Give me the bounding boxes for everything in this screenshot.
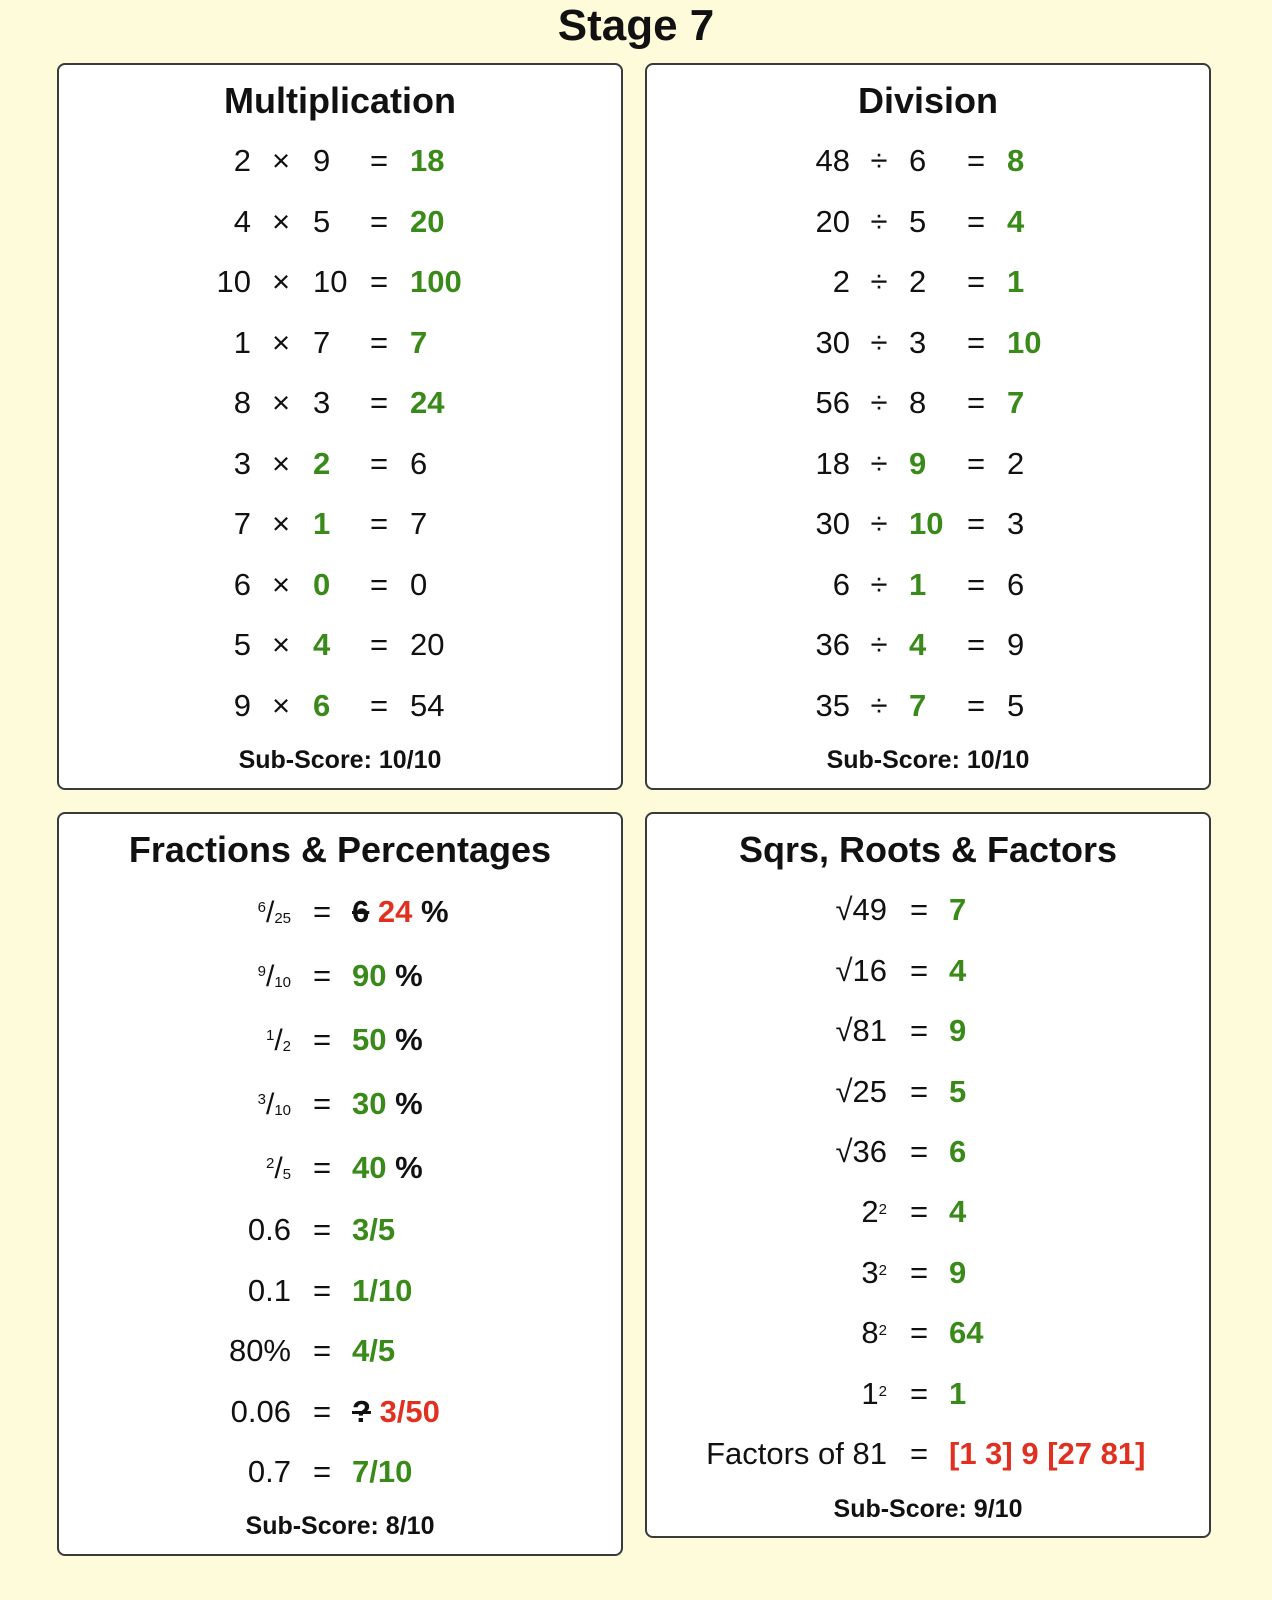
result: 18: [410, 143, 445, 178]
radicand: 16: [852, 952, 887, 988]
equals-sign: =: [312, 1272, 332, 1308]
square-root-expression: [787, 1132, 887, 1172]
equation-row: [59, 262, 621, 302]
square-root-expression: [787, 951, 887, 991]
fraction-denominator: 2: [282, 1038, 291, 1055]
result: 1: [1007, 264, 1025, 299]
operator-symbol: ÷: [870, 687, 888, 723]
answer-value: 9: [949, 1013, 967, 1048]
equals-sign: =: [909, 1194, 929, 1229]
answer: [352, 956, 423, 996]
square-row: [647, 1313, 1209, 1353]
equals-sign: =: [312, 894, 332, 929]
answer-value: 3/5: [352, 1212, 396, 1247]
decimal-row: [59, 1331, 621, 1371]
answer-value: 90: [352, 958, 387, 993]
square-root-row: [647, 1132, 1209, 1172]
equals-sign: =: [966, 203, 986, 239]
square-row: [647, 1253, 1209, 1293]
crossed-out-answer: ?: [352, 1393, 371, 1429]
result: 6: [1007, 566, 1025, 602]
equals-sign: =: [369, 143, 389, 178]
equals-sign: =: [312, 1022, 332, 1057]
fraction-slash: /: [265, 896, 275, 929]
operand-b: 10: [909, 506, 944, 541]
equals-sign: =: [369, 506, 389, 541]
equals-sign: =: [369, 385, 389, 420]
equals-sign: =: [909, 952, 929, 988]
result: 7: [1007, 385, 1025, 420]
equation-row: [647, 504, 1209, 544]
fraction-slash: /: [265, 1088, 275, 1121]
factors-label: Factors of 81: [706, 1436, 887, 1471]
operator-symbol: ×: [271, 687, 291, 723]
result: 10: [1007, 324, 1042, 360]
answer-value: 50: [352, 1022, 387, 1057]
operand-b: 5: [909, 203, 927, 239]
operator-symbol: ÷: [870, 143, 888, 178]
operand-a: 56: [815, 385, 850, 420]
equals-sign: =: [966, 687, 986, 723]
operand-b: 4: [909, 627, 927, 662]
result: 7: [410, 506, 428, 541]
operand-b: 6: [313, 687, 331, 723]
operand-b: 7: [313, 324, 331, 360]
operator-symbol: ÷: [870, 264, 888, 299]
percent-sign: %: [395, 1150, 423, 1185]
result: 6: [410, 445, 428, 481]
card-title: Sqrs, Roots & Factors: [738, 829, 1118, 870]
equation-row: [647, 262, 1209, 302]
answer-value: 1/10: [352, 1272, 413, 1308]
square-row: [647, 1374, 1209, 1414]
equation-row: [59, 504, 621, 544]
operand-b: 0: [313, 566, 331, 602]
answer: [352, 1271, 412, 1311]
equals-sign: =: [966, 627, 986, 662]
equals-sign: =: [369, 264, 389, 299]
operand-b: 3: [313, 385, 331, 420]
answer-value: 4: [949, 1194, 967, 1229]
operand-b: 2: [313, 445, 331, 481]
square-expression: [787, 1313, 887, 1353]
decimal-row: [59, 1452, 621, 1492]
fraction-numerator: 6: [257, 899, 266, 916]
result: 7: [410, 324, 428, 360]
answer-value: 30: [352, 1086, 387, 1121]
square-root-symbol: √: [835, 892, 853, 927]
operator-symbol: ÷: [870, 627, 888, 662]
fraction-denominator: 5: [282, 1166, 291, 1183]
equals-sign: =: [909, 1315, 929, 1350]
operand-a: 8: [233, 385, 251, 420]
equation-row: [59, 686, 621, 726]
equals-sign: =: [909, 1134, 929, 1169]
card-title: Division: [857, 80, 999, 121]
fraction-row: [59, 1084, 621, 1124]
equals-sign: =: [369, 687, 389, 723]
square-root-row: [647, 890, 1209, 930]
operand-b: 9: [909, 445, 927, 481]
operator-symbol: ×: [271, 627, 291, 662]
decimal-row: [59, 1210, 621, 1250]
operand-a: 6: [832, 566, 850, 602]
square-expression: [787, 1374, 887, 1414]
card-title: Fractions & Percentages: [128, 829, 552, 870]
fraction: [159, 1084, 291, 1125]
equals-sign: =: [312, 1393, 332, 1429]
result: 24: [410, 385, 445, 420]
fraction-numerator: 2: [265, 1155, 275, 1172]
answer-value: 40: [352, 1150, 387, 1185]
operator-symbol: ÷: [870, 566, 888, 602]
division-card: [645, 63, 1211, 790]
result: 20: [410, 627, 445, 662]
radicand: 49: [852, 892, 887, 927]
fraction: [159, 892, 291, 933]
equation-row: [647, 323, 1209, 363]
operand-b: 2: [909, 264, 927, 299]
sqrs-roots-factors-card: [645, 812, 1211, 1538]
equals-sign: =: [369, 203, 389, 239]
square-root-symbol: √: [835, 1073, 853, 1109]
operand-a: 30: [815, 506, 850, 541]
decimal-row: [59, 1271, 621, 1311]
fraction-slash: /: [265, 960, 275, 993]
card-title: Multiplication: [224, 80, 456, 121]
result: 2: [1007, 445, 1025, 481]
equation-row: [647, 444, 1209, 484]
answer-value: 7/10: [352, 1454, 413, 1489]
operand-a: 48: [815, 143, 850, 178]
equals-sign: =: [909, 1375, 929, 1411]
exponent: 2: [878, 1201, 887, 1218]
answer-value: 1: [949, 1375, 967, 1411]
equation-row: [59, 141, 621, 181]
radicand: 36: [852, 1134, 887, 1169]
exponent: 2: [878, 1322, 887, 1339]
operand-a: 9: [233, 687, 251, 723]
square-root-expression: [787, 890, 887, 930]
fractions-card: [57, 812, 623, 1556]
operator-symbol: ×: [271, 445, 291, 481]
operand-a: 2: [832, 264, 850, 299]
equals-sign: =: [369, 566, 389, 602]
operator-symbol: ×: [271, 264, 291, 299]
equals-sign: =: [909, 892, 929, 927]
equals-sign: =: [312, 1212, 332, 1247]
operator-symbol: ×: [271, 203, 291, 239]
result: 5: [1007, 687, 1025, 723]
operand-a: 1: [233, 324, 251, 360]
square-expression: [787, 1192, 887, 1232]
answer: [352, 1331, 395, 1371]
equals-sign: =: [312, 1333, 332, 1368]
operand-a: 4: [233, 203, 251, 239]
equals-sign: =: [369, 324, 389, 360]
equation-row: [59, 323, 621, 363]
operand-b: 9: [313, 143, 331, 178]
percent-sign: %: [395, 958, 423, 993]
fraction-row: [59, 956, 621, 996]
fraction-numerator: 9: [257, 963, 266, 980]
equation-row: [59, 444, 621, 484]
fraction-slash: /: [274, 1152, 283, 1185]
percent-sign: %: [395, 1022, 423, 1057]
decimal-value: 0.1: [247, 1272, 291, 1308]
answer: [352, 1084, 423, 1124]
fraction: [159, 1148, 291, 1189]
result: 9: [1007, 627, 1025, 662]
equals-sign: =: [909, 1436, 929, 1471]
operand-a: 10: [216, 264, 251, 299]
sub-score: Sub-Score: 9/10: [833, 1495, 1023, 1523]
fraction-slash: /: [274, 1024, 283, 1057]
page-title: Stage 7: [557, 1, 715, 50]
answer-value: 64: [949, 1315, 984, 1350]
operator-symbol: ÷: [870, 385, 888, 420]
operator-symbol: ÷: [870, 324, 888, 360]
equals-sign: =: [312, 1086, 332, 1121]
answer: [352, 1392, 440, 1432]
fraction-numerator: 3: [257, 1091, 266, 1108]
equals-sign: =: [966, 445, 986, 481]
answer: [352, 892, 449, 932]
equals-sign: =: [909, 1254, 929, 1290]
equals-sign: =: [966, 566, 986, 602]
operator-symbol: ×: [271, 566, 291, 602]
operand-b: 3: [909, 324, 927, 360]
operand-a: 5: [233, 627, 251, 662]
equals-sign: =: [369, 445, 389, 481]
base: 1: [861, 1375, 879, 1411]
operator-symbol: ÷: [870, 445, 888, 481]
equation-row: [647, 686, 1209, 726]
operator-symbol: ×: [271, 324, 291, 360]
operand-a: 35: [815, 687, 850, 723]
equation-row: [59, 565, 621, 605]
fraction-row: [59, 1020, 621, 1060]
square-root-expression: [787, 1072, 887, 1112]
equals-sign: =: [966, 324, 986, 360]
equals-sign: =: [909, 1013, 929, 1048]
operand-a: 30: [815, 324, 850, 360]
square-root-row: [647, 1011, 1209, 1051]
answer-value: 9: [949, 1254, 967, 1290]
operator-symbol: ÷: [870, 506, 888, 541]
operand-a: 20: [815, 203, 850, 239]
equation-row: [647, 625, 1209, 665]
sub-score: Sub-Score: 10/10: [238, 746, 442, 774]
operand-b: 7: [909, 687, 927, 723]
square-root-symbol: √: [835, 1134, 853, 1169]
equals-sign: =: [966, 143, 986, 178]
result: 0: [410, 566, 428, 602]
equation-row: [647, 565, 1209, 605]
result: 100: [410, 264, 462, 299]
equation-row: [59, 625, 621, 665]
exponent: 2: [878, 1382, 887, 1400]
decimal-value: 80%: [228, 1333, 291, 1368]
answer-value: 24: [377, 894, 413, 929]
decimal-value: 0.6: [247, 1212, 291, 1247]
operator-symbol: ×: [271, 506, 291, 541]
decimal-row: [59, 1392, 621, 1432]
operand-b: 5: [313, 203, 331, 239]
operand-b: 8: [909, 385, 927, 420]
radicand: 25: [852, 1073, 887, 1109]
square-root-expression: [787, 1011, 887, 1051]
percent-sign: %: [395, 1086, 423, 1121]
answer-value: 5: [949, 1073, 967, 1109]
fraction-denominator: 10: [274, 1102, 291, 1119]
answer: [352, 1148, 423, 1188]
equation-row: [59, 383, 621, 423]
square-root-row: [647, 1072, 1209, 1112]
equals-sign: =: [966, 264, 986, 299]
sub-score: Sub-Score: 10/10: [826, 746, 1030, 774]
equals-sign: =: [966, 506, 986, 541]
square-root-row: [647, 951, 1209, 991]
result: 8: [1007, 143, 1025, 178]
operand-b: 10: [313, 264, 348, 299]
answer-value: 4: [949, 952, 967, 988]
operand-a: 3: [233, 445, 251, 481]
result: 20: [410, 203, 445, 239]
fraction-denominator: 10: [274, 974, 291, 991]
answer-value: 4/5: [352, 1333, 396, 1368]
base: 2: [861, 1194, 879, 1229]
operand-a: 6: [233, 566, 251, 602]
operand-b: 6: [909, 143, 927, 178]
square-root-symbol: √: [835, 952, 853, 988]
equals-sign: =: [312, 1454, 332, 1489]
fraction-denominator: 25: [274, 910, 291, 927]
equals-sign: =: [909, 1073, 929, 1109]
result: 54: [410, 687, 445, 723]
square-row: [647, 1192, 1209, 1232]
multiplication-card: [57, 63, 623, 790]
fraction-row: [59, 892, 621, 932]
factors-answer: [1 3] 9 [27 81]: [949, 1436, 1146, 1471]
answer-value: 6: [949, 1134, 967, 1169]
percent-sign: %: [420, 894, 449, 929]
square-expression: [787, 1253, 887, 1293]
operand-b: 1: [313, 506, 331, 541]
result: 3: [1007, 506, 1025, 541]
answer: [352, 1452, 412, 1492]
fraction: [159, 956, 291, 997]
exponent: 2: [878, 1261, 887, 1279]
decimal-value: 0.06: [230, 1393, 291, 1429]
square-root-symbol: √: [835, 1013, 853, 1048]
fraction: [159, 1020, 291, 1061]
operand-a: 7: [233, 506, 251, 541]
fraction-numerator: 1: [265, 1027, 275, 1044]
decimal-value: 0.7: [247, 1454, 291, 1489]
answer-value: 3/50: [379, 1393, 440, 1429]
operator-symbol: ×: [271, 385, 291, 420]
operand-a: 18: [815, 445, 850, 481]
operator-symbol: ×: [271, 143, 291, 178]
equals-sign: =: [312, 1150, 332, 1185]
operand-a: 36: [815, 627, 850, 662]
operator-symbol: ÷: [870, 203, 888, 239]
base: 8: [861, 1315, 879, 1350]
operand-b: 1: [909, 566, 927, 602]
equals-sign: =: [312, 958, 332, 993]
radicand: 81: [852, 1013, 887, 1048]
base: 3: [861, 1254, 879, 1290]
fraction-row: [59, 1148, 621, 1188]
operand-a: 2: [233, 143, 251, 178]
sub-score: Sub-Score: 8/10: [245, 1512, 435, 1540]
answer-value: 7: [949, 892, 967, 927]
factors-row: [647, 1434, 1209, 1474]
result: 4: [1007, 203, 1025, 239]
answer: [352, 1020, 423, 1060]
equation-row: [647, 141, 1209, 181]
answer: [352, 1210, 395, 1250]
operand-b: 4: [313, 627, 331, 662]
crossed-out-answer: 6: [352, 894, 370, 929]
equation-row: [59, 202, 621, 242]
equals-sign: =: [966, 385, 986, 420]
equation-row: [647, 202, 1209, 242]
equation-row: [647, 383, 1209, 423]
equals-sign: =: [369, 627, 389, 662]
